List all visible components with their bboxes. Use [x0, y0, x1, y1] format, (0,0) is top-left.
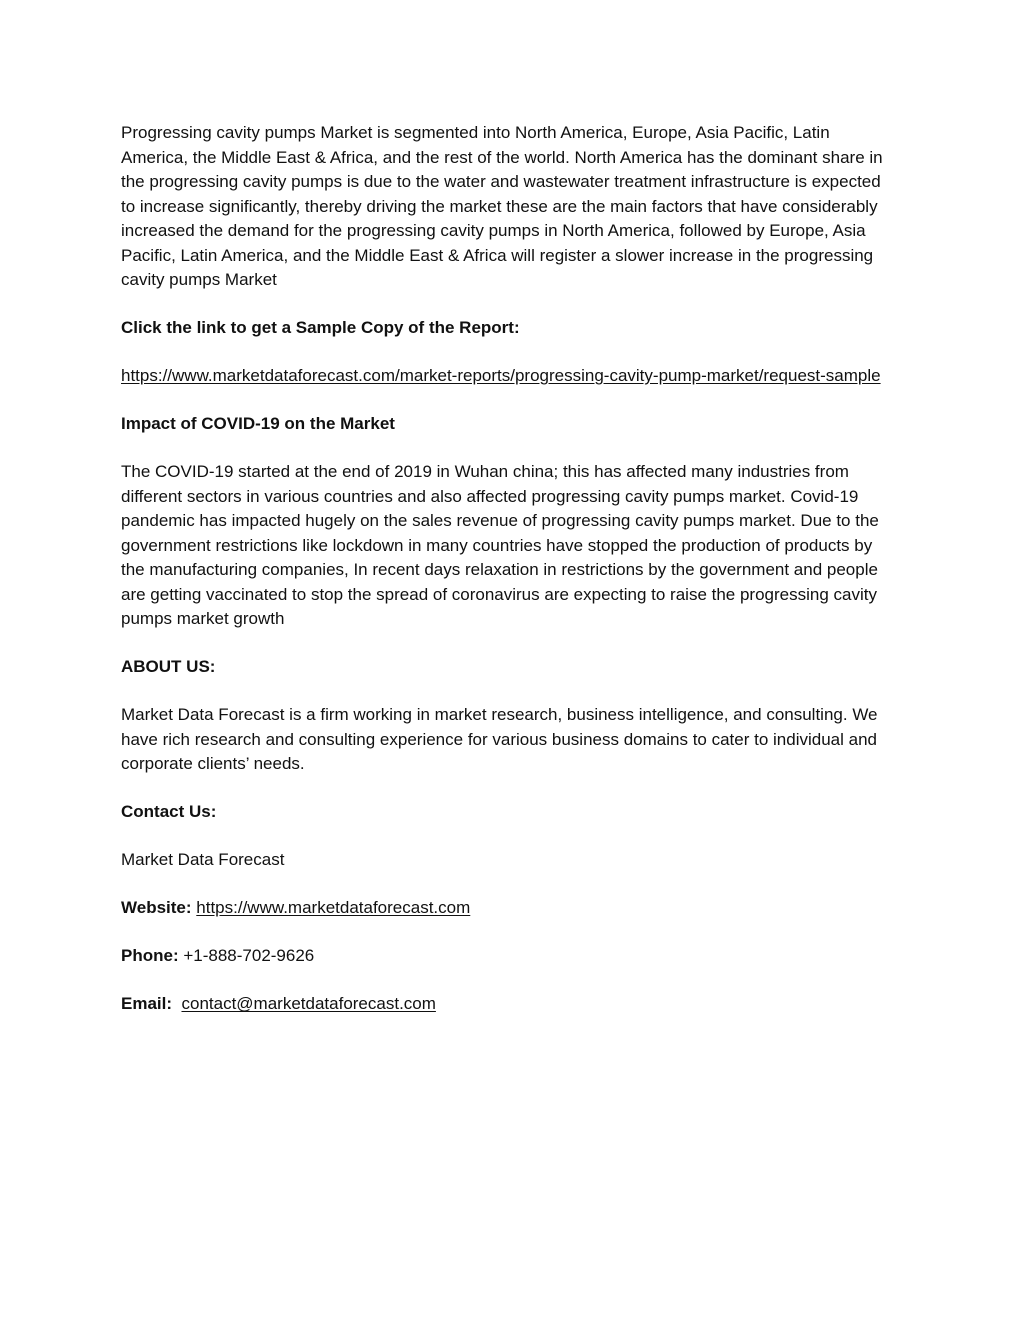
contact-heading: Contact Us: — [121, 802, 217, 821]
website-label: Website: — [121, 898, 192, 917]
email-label: Email: — [121, 994, 173, 1013]
phone-value: +1-888-702-9626 — [183, 946, 315, 965]
website-line — [121, 896, 896, 921]
covid-paragraph: The COVID-19 started at the end of 2019 in Wuhan china; this has affected many industries from different sectors in various countries and also affected progressing cavity pumps market. Covid-19 pandemic has impacted hugely on the sales revenue of progressing cavity pumps market. Due to the government restrictions like lockdown in many countries have stopped the production of products by the manufacturing companies, In recent days relaxation in restrictions by the government and people are getting vaccinated to stop the spread of coronavirus are expecting to raise the progressing cavity pumps market growth — [121, 462, 879, 628]
document-body — [121, 121, 896, 1040]
about-heading: ABOUT US: — [121, 657, 216, 676]
intro-paragraph: Progressing cavity pumps Market is segmented into North America, Europe, Asia Pacific, Latin America, the Middle East & Africa, and the rest of the world. North America has the dominant share in the progressing cavity pumps is due to the water and wastewater treatment infrastructure is expected to increase significantly, thereby driving the market these are the main factors that have considerably increased the demand for the progressing cavity pumps in North America, followed by Europe, Asia Pacific, Latin America, and the Middle East & Africa will register a slower increase in the progressing cavity pumps Market — [121, 123, 883, 289]
email-link[interactable]: contact@marketdataforecast.com — [181, 994, 436, 1013]
phone-label: Phone: — [121, 946, 179, 965]
phone-line — [121, 944, 896, 969]
about-paragraph: Market Data Forecast is a firm working in market research, business intelligence, and consulting. We have rich research and consulting experience for various business domains to cater to individual and corporate clients’ needs. — [121, 705, 878, 773]
sample-request-link[interactable]: https://www.marketdataforecast.com/market-reports/progressing-cavity-pump-market/request-sample — [121, 366, 881, 385]
sample-link-paragraph — [121, 364, 896, 389]
email-line — [121, 992, 896, 1017]
company-name: Market Data Forecast — [121, 850, 285, 869]
sample-copy-heading: Click the link to get a Sample Copy of the Report: — [121, 318, 520, 337]
website-link[interactable]: https://www.marketdataforecast.com — [196, 898, 471, 917]
covid-heading: Impact of COVID-19 on the Market — [121, 414, 395, 433]
